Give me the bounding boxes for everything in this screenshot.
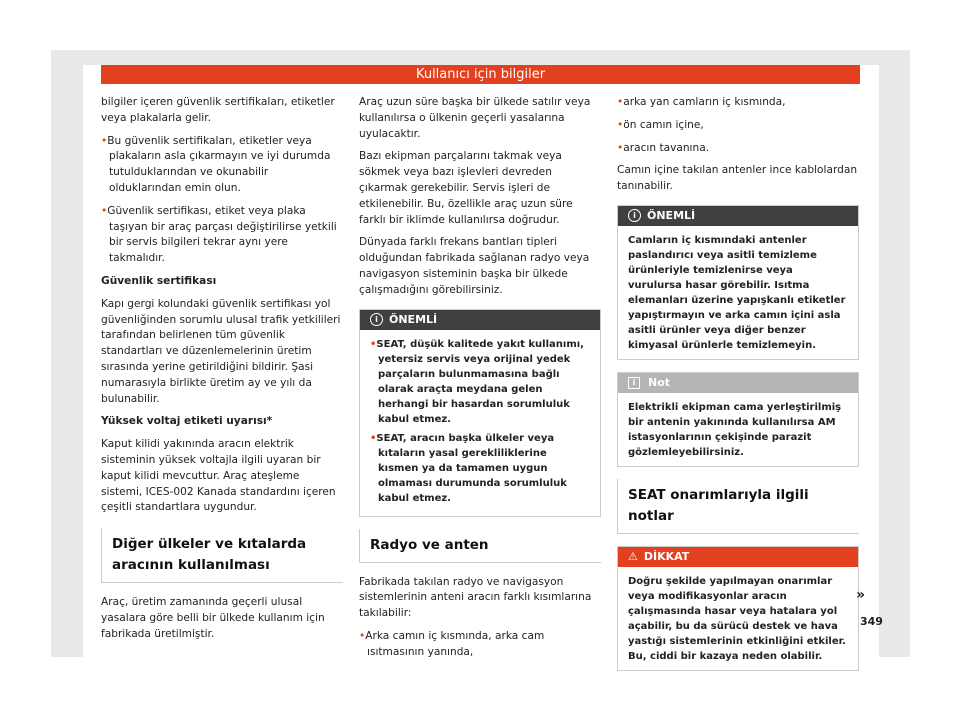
paragraph: Dünyada farklı frekans bantları tipleri olduğundan fabrikada sağlanan radyo veya navigasyon sisteminin başka bir ülkede çalışmadığını görebilirsiniz. — [359, 236, 590, 296]
list-item: • ön camın içine, — [617, 118, 859, 134]
subheading: Güvenlik sertifikası — [101, 274, 217, 287]
section-heading: Radyo ve anten — [359, 529, 601, 563]
warning-title: DİKKAT — [643, 549, 690, 563]
note-box-header — [618, 373, 858, 393]
section-heading: Diğer ülkeler ve kıtalarda aracının kullanılması — [101, 528, 343, 583]
paragraph: Camın içine takılan antenler ince kablolardan tanınabilir. — [617, 164, 858, 193]
continue-marker: » — [856, 587, 866, 603]
notice-box — [617, 205, 859, 360]
paragraph: Araç, üretim zamanında geçerli ulusal yasalara göre belli bir ülkede kullanım için fabrikada üretilmiştir. — [101, 596, 325, 640]
section-heading: SEAT onarımlarıyla ilgili notlar — [617, 479, 859, 534]
list-item: • SEAT, düşük kalitede yakıt kullanımı, yetersiz servis veya orijinal yedek parçaların bulunmamasına bağlı olarak araçta meydana gelen herhangi bir hasardan sorumluluk kabul etmez. — [370, 337, 590, 427]
paragraph: Fabrikada takılan radyo ve navigasyon sistemlerinin anteni aracın farklı kısımlarına takılabilir: — [359, 575, 592, 620]
info-icon: i — [370, 313, 383, 326]
note-title: Not — [648, 375, 671, 389]
notice-body: Camların iç kısmındaki antenler paslandırıcı veya asitli temizleme ürünleriyle temizlenirse veya vurulursa hasar görebilir. Isıtma elemanları üzerine yapışkanlı etiketler yapıştırmayın ve arka camın içini asla asitli ürünler veya diğer benzer kimyasal ürünlerle temizlemeyin. — [618, 226, 858, 359]
notice-body — [360, 330, 600, 516]
notice-box-header — [360, 310, 600, 330]
paragraph: Kaput kilidi yakınında aracın elektrik sisteminin yüksek voltajla ilgili uyaran bir kaput kilidi mevcuttur. Araç ateşleme sistemi, ICES-002 Kanada standardını içeren çeşitli standartlara uygundur. — [101, 438, 336, 514]
page-header: Kullanıcı için bilgiler — [101, 65, 860, 84]
subheading: Yüksek voltaj etiketi uyarısı* — [101, 415, 273, 428]
column-3 — [617, 95, 859, 683]
list-item: • Arka camın iç kısmında, arka cam ısıtmasının yanında, — [359, 629, 601, 661]
list-item: • Güvenlik sertifikası, etiket veya plaka taşıyan bir araç parçası değiştirilirse yetkili bir servis bilgileri tekrar aynı yere takmalıdır. — [101, 204, 343, 267]
column-1 — [101, 95, 343, 650]
paragraph: Kapı gergi kolundaki güvenlik sertifikası yol güvenliğinden sorumlu ulusal trafik yetkilileri tarafından belirlenen tüm güvenlik standartları ve düzenlemelerinin üretim sırasında yerine getirildiğini bildirir. Şasi numarasıyla birlikte üretim ay ve yılı da bulunabilir. — [101, 297, 341, 405]
warning-box-header — [618, 547, 858, 567]
list-item: • arka yan camların iç kısmında, — [617, 95, 859, 111]
list-item: • aracın tavanına. — [617, 141, 859, 157]
warning-body: Doğru şekilde yapılmayan onarımlar veya modifikasyonlar aracın çalışmasında hasar veya hatalara yol açabilir, bu da sürücü destek ve hava yastığı sistemlerinin etkinliğini etkiler. Bu, ciddi bir kazaya neden olabilir. — [618, 567, 858, 670]
paragraph: Bazı ekipman parçalarını takmak veya sökmek veya bazı işlevleri devreden çıkarmak gerekebilir. Servis işleri de etkilenebilir. Bu, özellikle araç uzun süre farklı bir iklimde kullanılırsa doğrudur. — [359, 150, 573, 226]
notice-title: ÖNEMLİ — [647, 208, 696, 222]
column-2 — [359, 95, 601, 668]
note-body: Elektrikli ekipman cama yerleştirilmiş bir antenin yakınında kullanılırsa AM istasyonlarının çekişinde parazit gözlemleyebilirsiniz. — [618, 393, 858, 466]
page-number: 349 — [860, 615, 883, 628]
warning-box — [617, 546, 859, 671]
info-icon: i — [628, 209, 641, 222]
paragraph: bilgiler içeren güvenlik sertifikaları, etiketler veya plakalarla gelir. — [101, 96, 335, 124]
notice-title: ÖNEMLİ — [389, 312, 438, 326]
note-box — [617, 372, 859, 467]
notice-box — [359, 309, 601, 517]
list-item: • SEAT, aracın başka ülkeler veya kıtaların yasal gerekliliklerine kısmen ya da tamamen uygun olmaması durumunda sorumluluk kabul etmez. — [370, 431, 590, 506]
warning-triangle-icon: ⚠ — [628, 549, 638, 563]
list-item: • Bu güvenlik sertifikaları, etiketler veya plakaların asla çıkarmayın ve iyi durumda tutulduklarından ve okunabilir olduklarından emin olun. — [101, 134, 343, 197]
paragraph: Araç uzun süre başka bir ülkede satılır veya kullanılırsa o ülkenin geçerli yasalarına uyulacaktır. — [359, 96, 591, 140]
note-icon: i — [628, 377, 640, 389]
notice-box-header — [618, 206, 858, 226]
